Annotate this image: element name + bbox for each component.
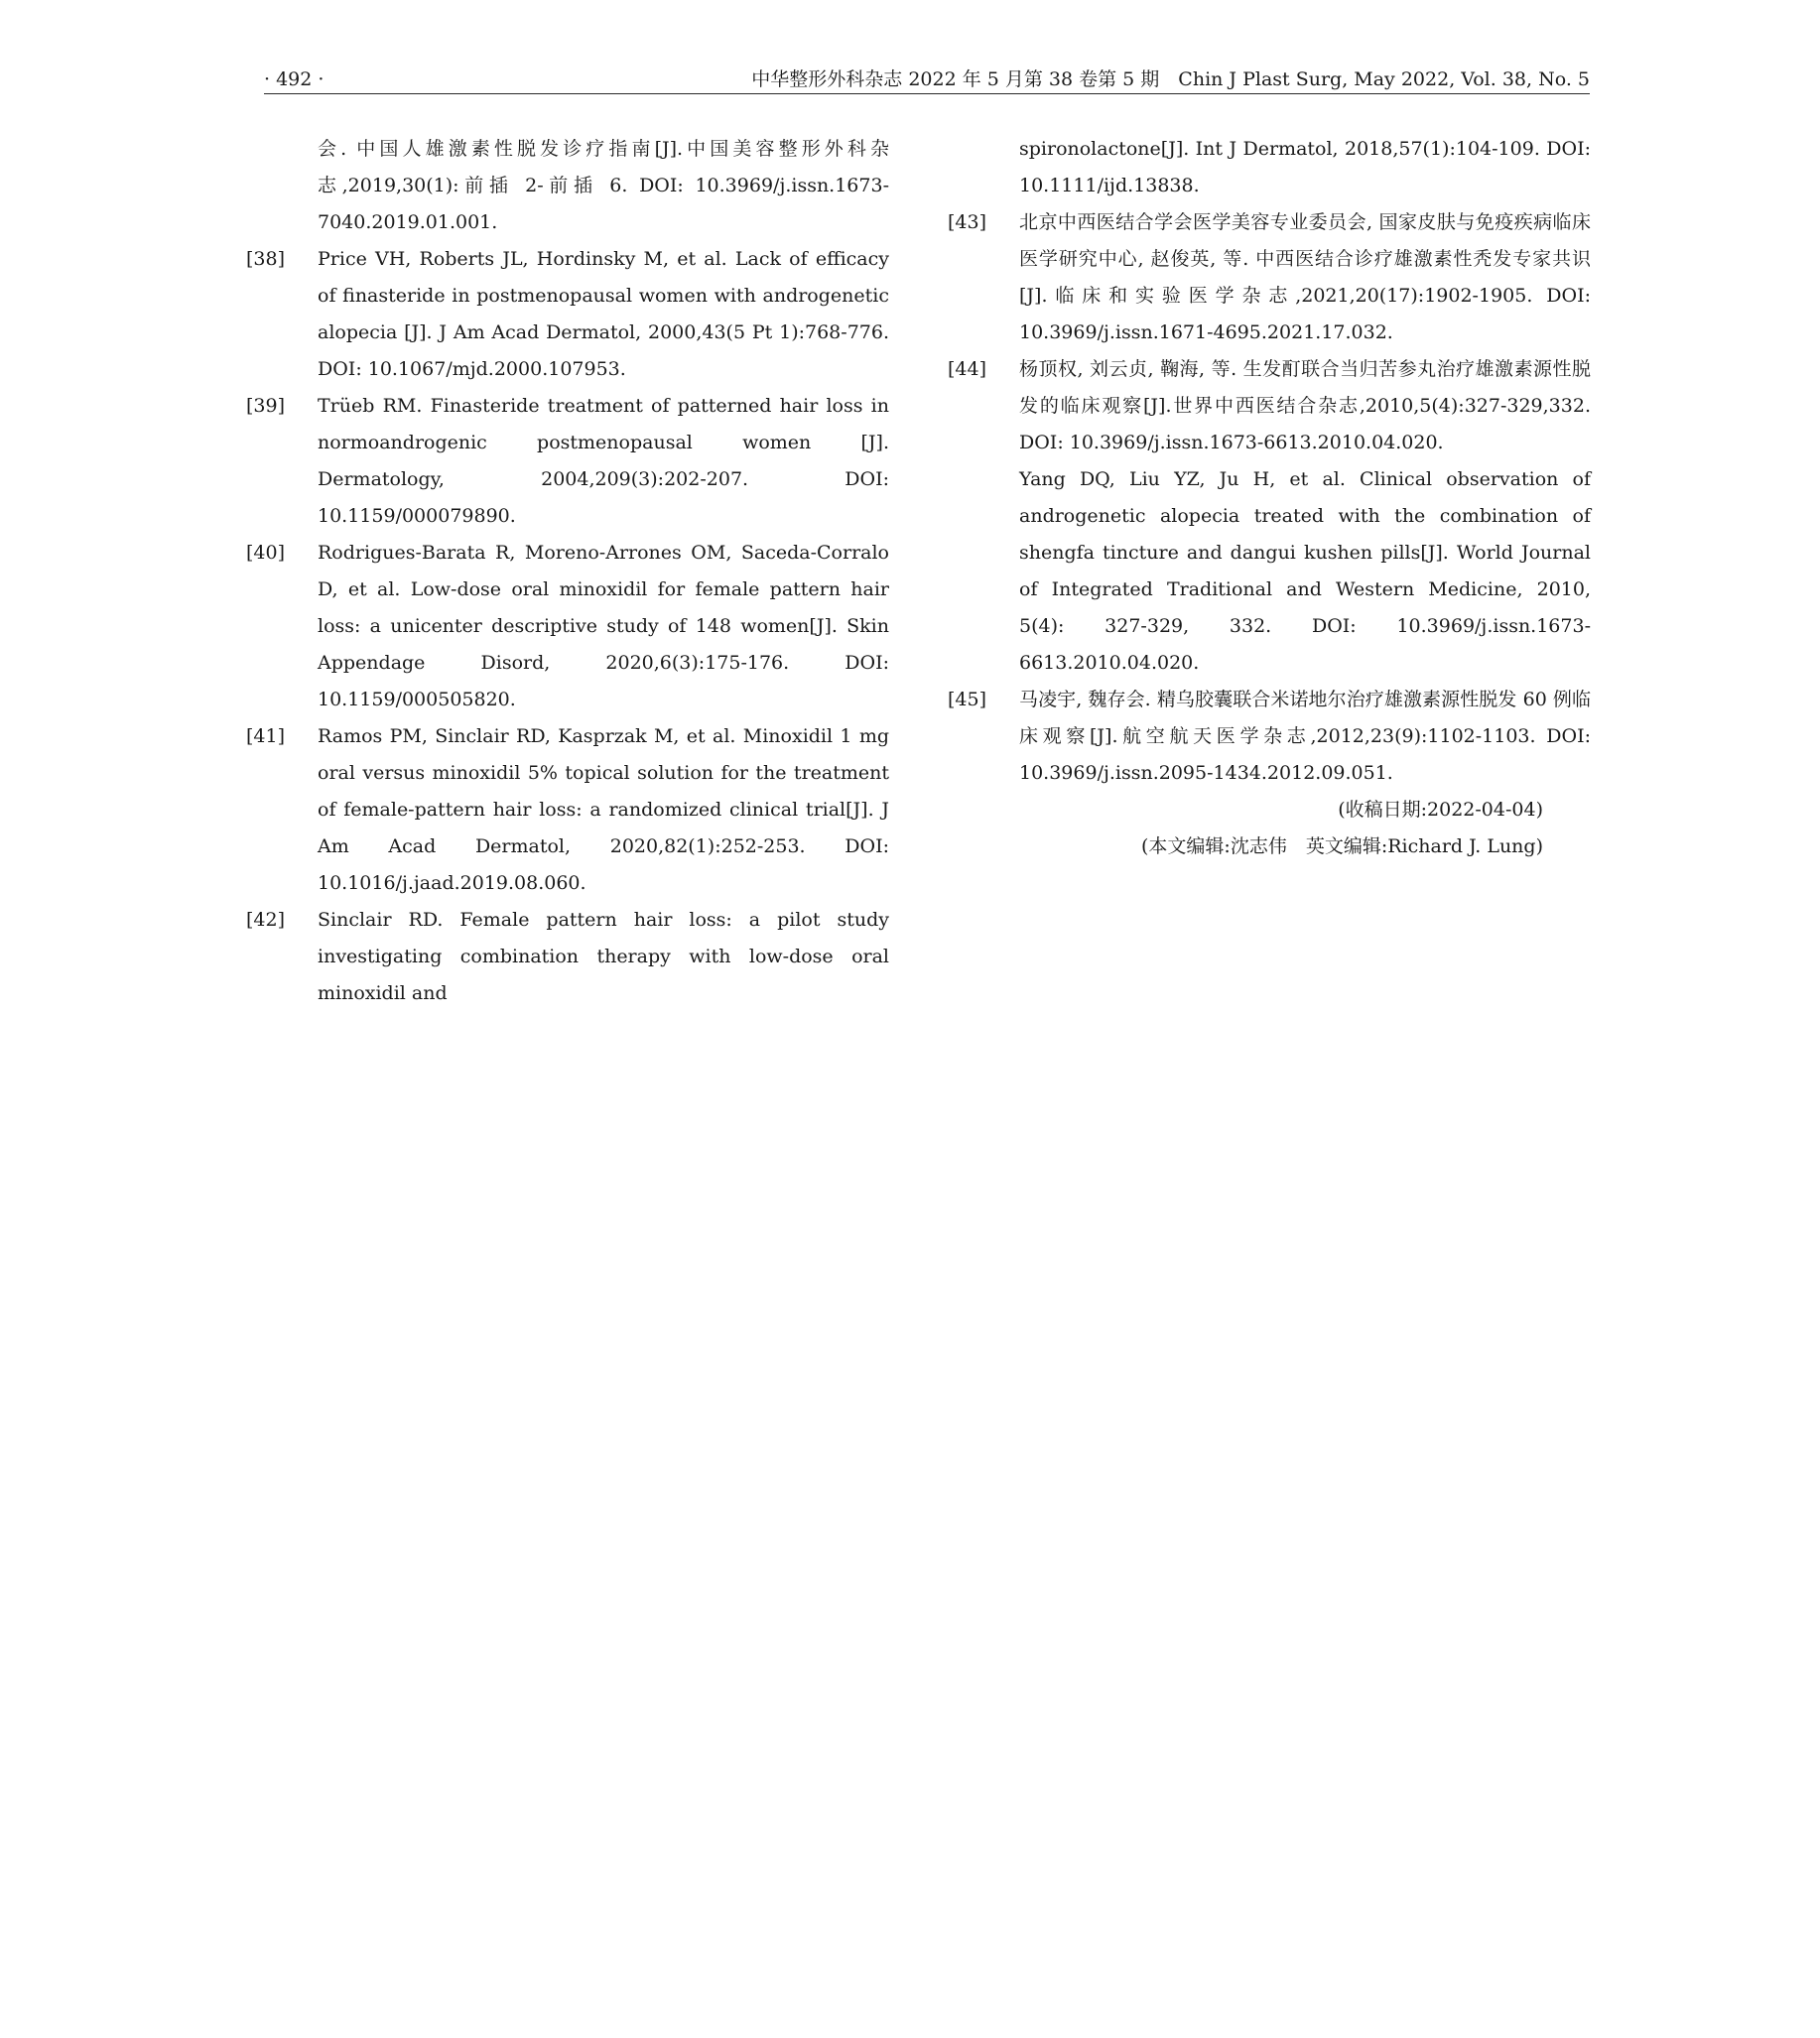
- reference-40: [246, 535, 889, 718]
- reference-number: [41]: [246, 725, 286, 747]
- reference-43: [948, 204, 1591, 351]
- received-date: (收稿日期:2022-04-04): [1338, 799, 1543, 821]
- reference-text: Sinclair RD. Female pattern hair loss: a pilot study investigating combination therapy with low-dose oral minoxidil and: [318, 909, 889, 1004]
- right-column: [948, 131, 1591, 865]
- reference-number: [40]: [246, 542, 286, 564]
- left-column: [246, 131, 889, 1012]
- reference-number: [42]: [246, 909, 286, 931]
- reference-text: 马凌宇, 魏存会. 精乌胶囊联合米诺地尔治疗雄激素源性脱发 60 例临床观察[J].航空航天医学杂志,2012,23(9):1102-1103. DOI: 10.3969/j.issn.2095-1434.2012.09.051.: [1019, 689, 1591, 784]
- reference-number: [45]: [948, 689, 987, 710]
- reference-38: [246, 241, 889, 388]
- reference-44: [948, 351, 1591, 461]
- reference-text: Price VH, Roberts JL, Hordinsky M, et al. Lack of efficacy of finasteride in postmenopausal women with androgenetic alopecia [J]. J Am Acad Dermatol, 2000,43(5 Pt 1):768-776. DOI: 10.1067/mjd.2000.107953.: [318, 248, 889, 380]
- reference-text: Ramos PM, Sinclair RD, Kasprzak M, et al. Minoxidil 1 mg oral versus minoxidil 5% topical solution for the treatment of female-pattern hair loss: a randomized clinical trial[J]. J Am Acad Dermatol, 2020,82(1):252-253. DOI: 10.1016/j.jaad.2019.08.060.: [318, 725, 889, 894]
- reference-42: [246, 902, 889, 1012]
- page-number: · 492 ·: [264, 68, 325, 90]
- reference-text: Rodrigues-Barata R, Moreno-Arrones OM, Saceda-Corralo D, et al. Low-dose oral minoxidil for female pattern hair loss: a unicenter descriptive study of 148 women[J]. Skin Appendage Disord, 2020,6(3):175-176. DOI: 10.1159/000505820.: [318, 542, 889, 710]
- reference-39: [246, 388, 889, 535]
- running-header: [264, 65, 1590, 94]
- reference-text: Trüeb RM. Finasteride treatment of patterned hair loss in normoandrogenic postmenopausal women [J]. Dermatology, 2004,209(3):202-207. DOI: 10.1159/000079890.: [318, 395, 889, 527]
- reference-41: [246, 718, 889, 902]
- reference-continuation: spironolactone[J]. Int J Dermatol, 2018,57(1):104-109. DOI: 10.1111/ijd.13838.: [1019, 138, 1591, 196]
- reference-continuation: 会. 中国人雄激素性脱发诊疗指南[J].中国美容整形外科杂志,2019,30(1):前插 2-前插 6. DOI: 10.3969/j.issn.1673-7040.2019.01.001.: [318, 138, 889, 233]
- reference-number: [43]: [948, 211, 987, 233]
- reference-text: 北京中西医结合学会医学美容专业委员会, 国家皮肤与免疫疾病临床医学研究中心, 赵俊英, 等. 中西医结合诊疗雄激素性秃发专家共识[J].临床和实验医学杂志,2021,20(17):1902-1905. DOI: 10.3969/j.issn.1671-4695.2021.17.032.: [1019, 211, 1591, 343]
- reference-number: [38]: [246, 248, 286, 270]
- reference-text: 杨顶权, 刘云贞, 鞠海, 等. 生发酊联合当归苦参丸治疗雄激素源性脱发的临床观察[J].世界中西医结合杂志,2010,5(4):327-329,332. DOI: 10.3969/j.issn.1673-6613.2010.04.020.: [1019, 358, 1591, 453]
- reference-44-english: Yang DQ, Liu YZ, Ju H, et al. Clinical observation of androgenetic alopecia treated with the combination of shengfa tincture and dangui kushen pills[J]. World Journal of Integrated Traditional and Western Medicine, 2010, 5(4): 327-329, 332. DOI: 10.3969/j.issn.1673-6613.2010.04.020.: [1019, 468, 1591, 674]
- reference-number: [39]: [246, 395, 286, 417]
- reference-number: [44]: [948, 358, 987, 380]
- journal-citation: 中华整形外科杂志 2022 年 5 月第 38 卷第 5 期 Chin J Plast Surg, May 2022, Vol. 38, No. 5: [751, 68, 1590, 90]
- editor-credits: (本文编辑:沈志伟 英文编辑:Richard J. Lung): [1141, 835, 1543, 857]
- reference-45: [948, 682, 1591, 792]
